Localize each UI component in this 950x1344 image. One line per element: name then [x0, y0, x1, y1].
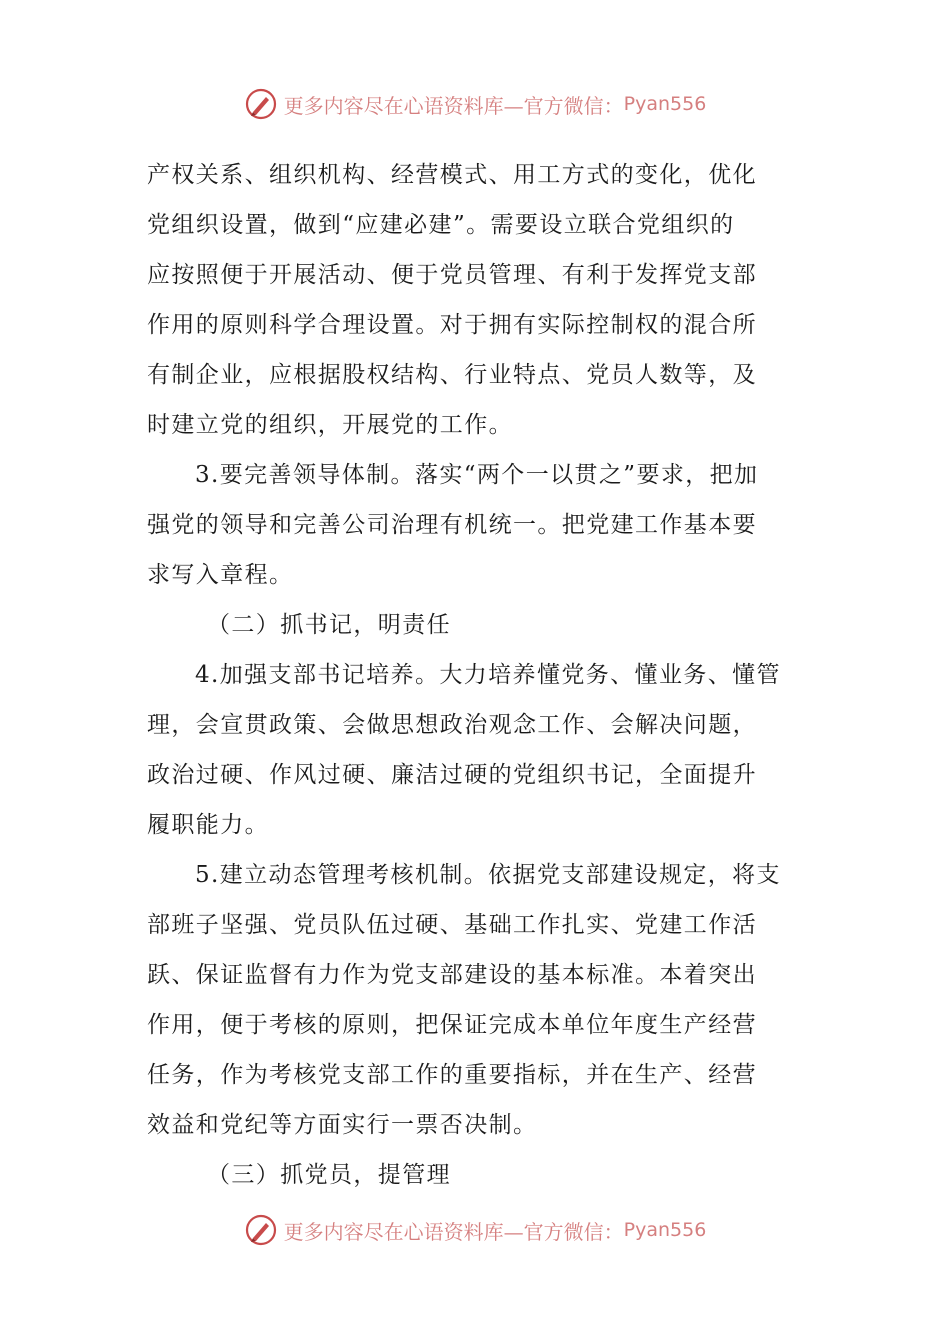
pen-logo-icon	[244, 87, 278, 121]
pen-logo-icon	[244, 1213, 278, 1247]
text-line: 理，会宣贯政策、会做思想政治观念工作、会解决问题，	[147, 712, 757, 738]
text-line: 4.加强支部书记培养。大力培养懂党务、懂业务、懂管	[195, 662, 781, 688]
text-line: 作用的原则科学合理设置。对于拥有实际控制权的混合所	[147, 312, 757, 338]
text-line: （三）抓党员，提管理	[207, 1162, 451, 1188]
document-body	[147, 150, 807, 1200]
text-line: 效益和党纪等方面实行一票否决制。	[147, 1112, 538, 1138]
text-line: （二）抓书记，明责任	[207, 612, 451, 638]
text-line: 履职能力。	[147, 812, 269, 838]
watermark-wechat-id: Pyan556	[623, 1219, 707, 1241]
text-line: 求写入章程。	[147, 562, 294, 588]
text-line: 3.要完善领导体制。落实“两个一以贯之”要求，把加	[195, 462, 759, 488]
watermark-text: 更多内容尽在心语资料库—官方微信：	[283, 1219, 624, 1244]
text-line: 跃、保证监督有力作为党支部建设的基本标准。本着突出	[147, 962, 757, 988]
watermark-header	[0, 84, 950, 124]
text-line: 政治过硬、作风过硬、廉洁过硬的党组织书记，全面提升	[147, 762, 757, 788]
text-line: 党组织设置，做到“应建必建”。需要设立联合党组织的	[147, 212, 735, 238]
text-line: 5.建立动态管理考核机制。依据党支部建设规定，将支	[195, 862, 781, 888]
text-line: 有制企业，应根据股权结构、行业特点、党员人数等，及	[147, 362, 757, 388]
text-line: 强党的领导和完善公司治理有机统一。把党建工作基本要	[147, 512, 757, 538]
text-line: 时建立党的组织，开展党的工作。	[147, 412, 513, 438]
watermark-text: 更多内容尽在心语资料库—官方微信：	[283, 93, 624, 118]
text-line: 作用，便于考核的原则，把保证完成本单位年度生产经营	[147, 1012, 757, 1038]
text-line: 任务，作为考核党支部工作的重要指标，并在生产、经营	[147, 1062, 757, 1088]
watermark-footer	[0, 1210, 950, 1250]
text-line: 部班子坚强、党员队伍过硬、基础工作扎实、党建工作活	[147, 912, 757, 938]
text-line: 产权关系、组织机构、经营模式、用工方式的变化，优化	[147, 162, 757, 188]
watermark-wechat-id: Pyan556	[623, 93, 707, 115]
text-line: 应按照便于开展活动、便于党员管理、有利于发挥党支部	[147, 262, 757, 288]
